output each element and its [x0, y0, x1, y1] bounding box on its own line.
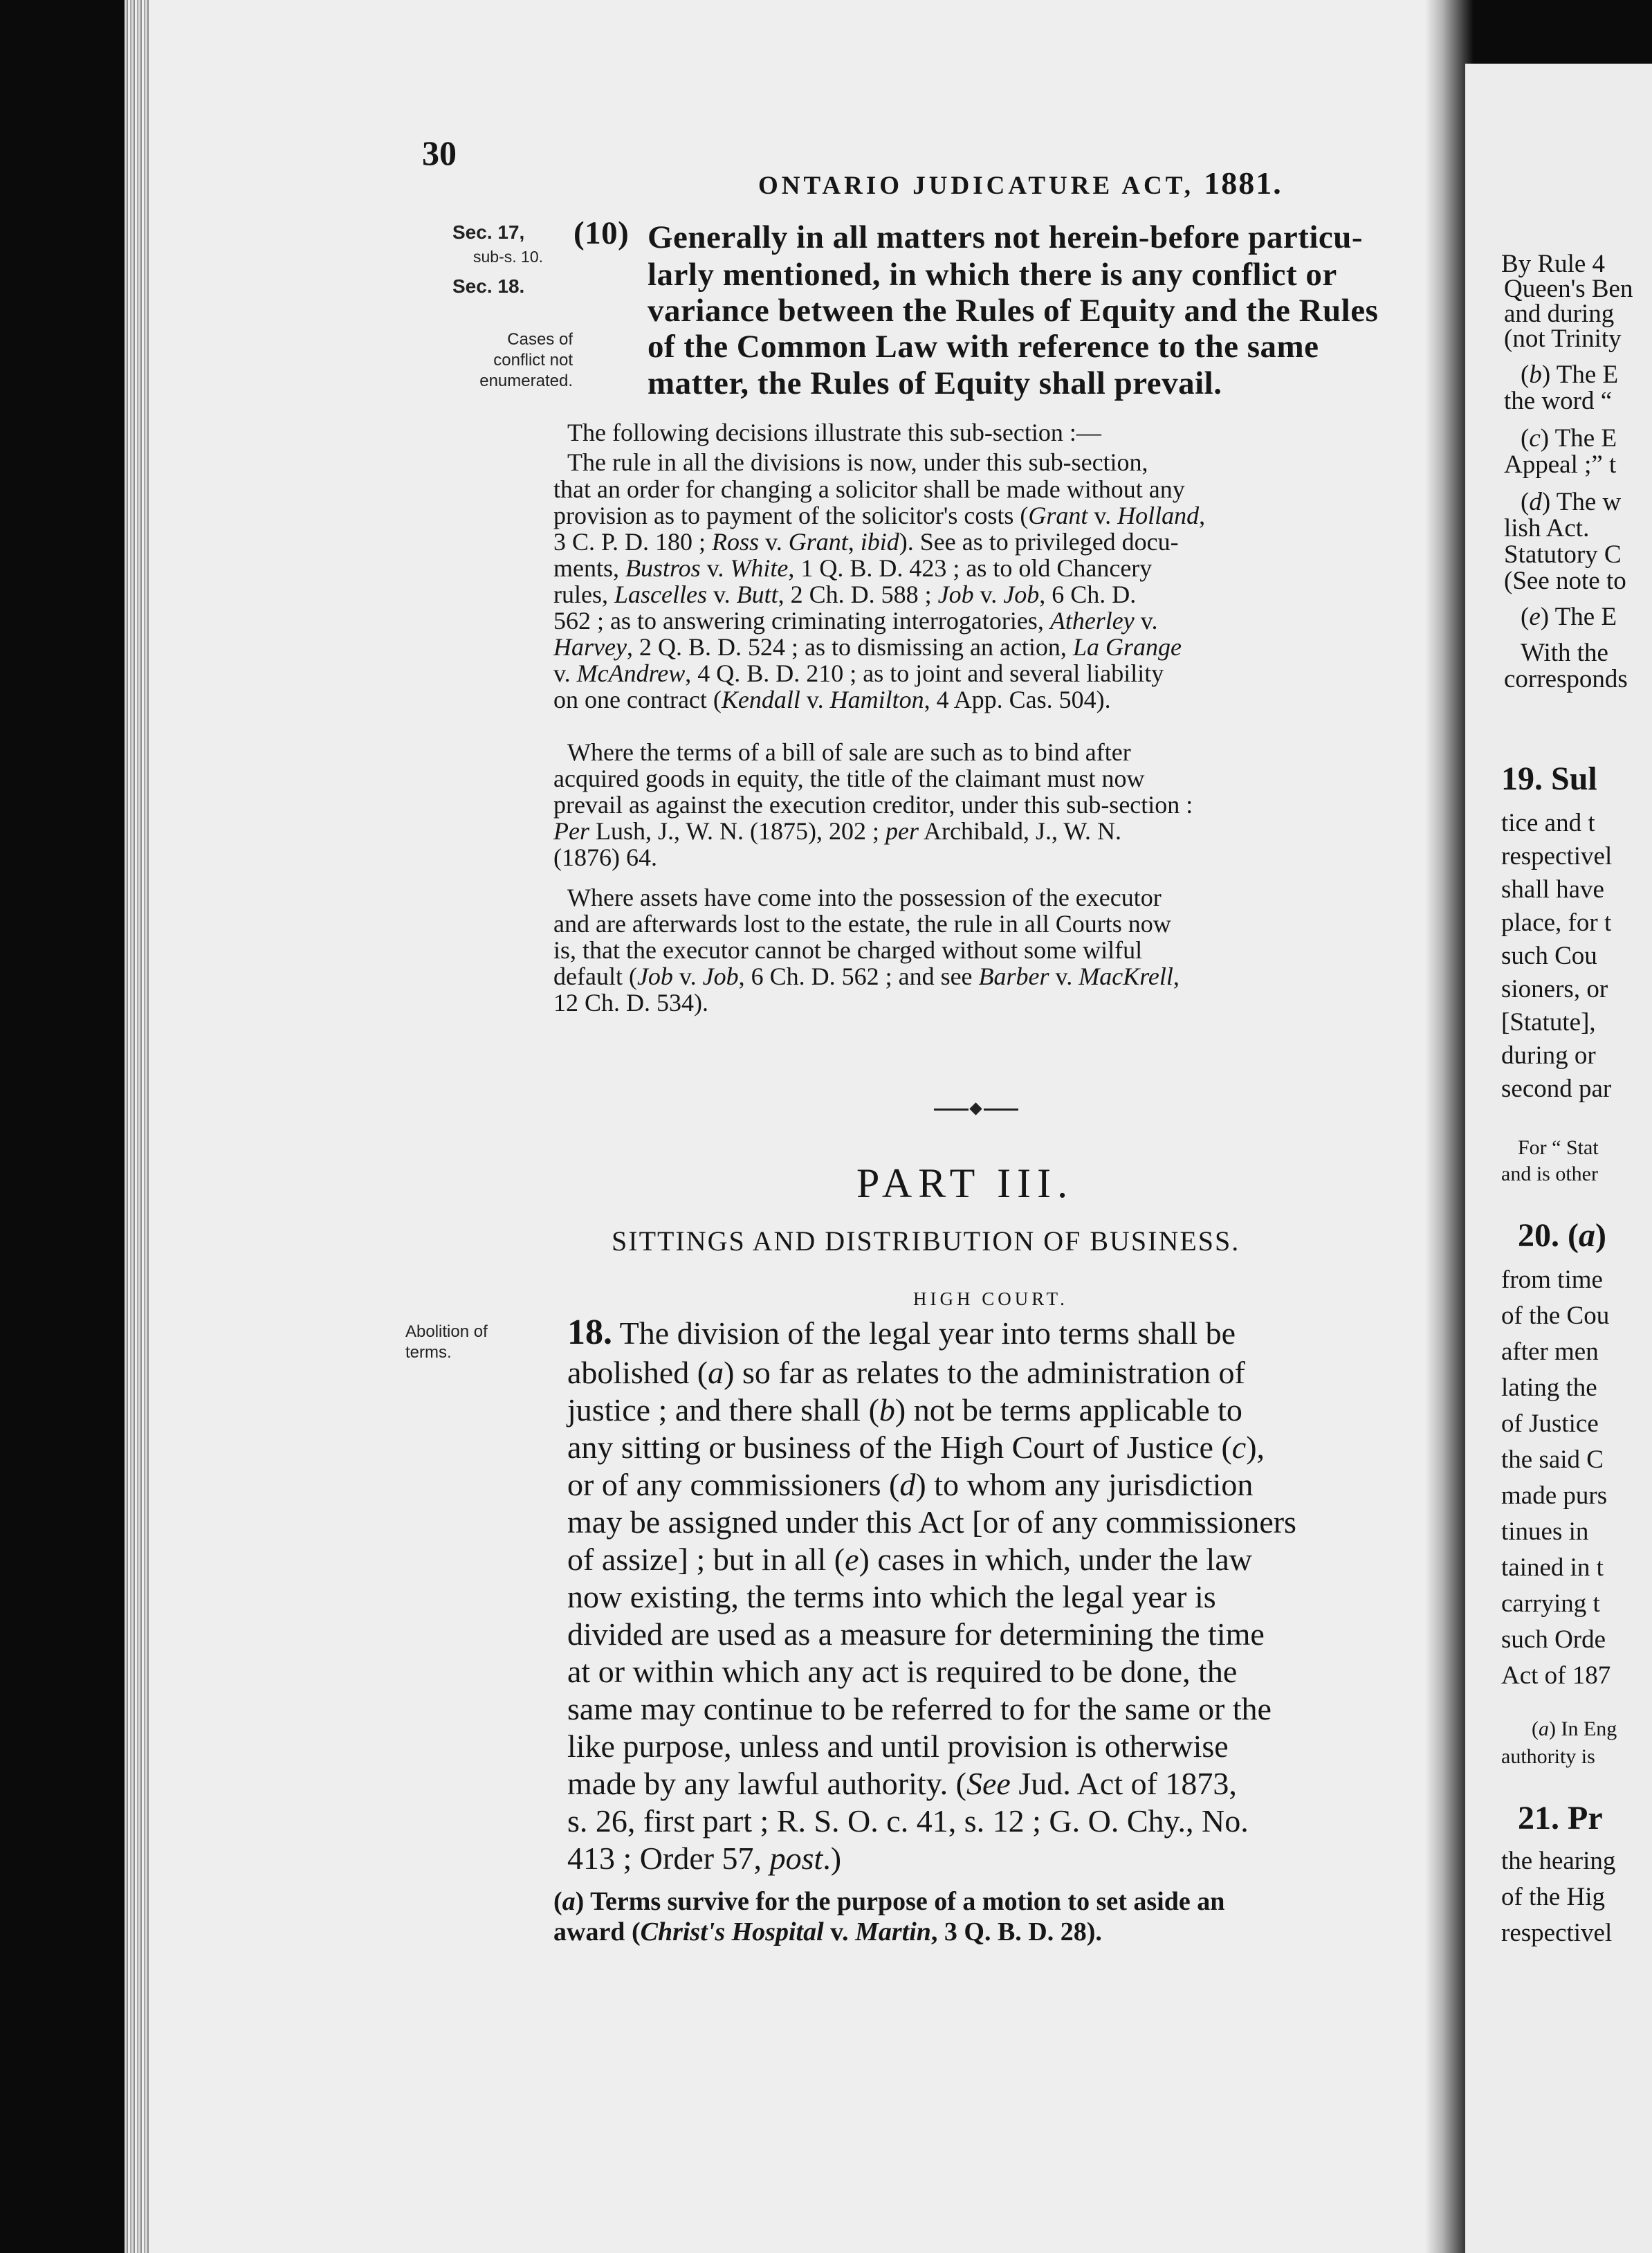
facing-line: from time: [1501, 1266, 1603, 1294]
facing-line: shall have: [1501, 875, 1604, 904]
note-line: acquired goods in equity, the title of the claimant must now: [553, 765, 1145, 792]
facing-line: Act of 187: [1501, 1661, 1611, 1690]
margin-note-abolition: [405, 1322, 488, 1363]
note-line: rules, Lascelles v. Butt, 2 Ch. D. 588 ; Job v. Job, 6 Ch. D.: [553, 581, 1137, 608]
note-line: that an order for changing a solicitor shall be made without any: [553, 475, 1185, 503]
facing-line: (d) The w: [1521, 488, 1622, 516]
book-page: [151, 0, 1441, 2253]
text-line: any sitting or business of the High Court of Justice (c),: [567, 1430, 1265, 1465]
part-title: PART III.: [856, 1160, 1074, 1206]
facing-line: carrying t: [1501, 1589, 1600, 1618]
margin-note-line: Cases of: [507, 330, 573, 349]
note-line: The rule in all the divisions is now, under this sub-section,: [567, 448, 1148, 476]
running-title: [758, 165, 1283, 201]
facing-line: after men: [1501, 1338, 1599, 1366]
note-line: prevail as against the execution creditor, under this sub-section :: [553, 791, 1193, 819]
facing-line: With the: [1521, 639, 1608, 667]
facing-section-21: 21. Pr: [1518, 1800, 1603, 1836]
facing-line: tinues in: [1501, 1517, 1589, 1546]
facing-line: respectivel: [1501, 1919, 1613, 1947]
facing-line: Queen's Ben: [1504, 275, 1633, 303]
facing-line: (See note to: [1504, 567, 1626, 595]
note-line: 12 Ch. D. 534).: [553, 989, 708, 1016]
text-line: [567, 1312, 1236, 1353]
note-line: Where the terms of a bill of sale are such as to bind after: [567, 738, 1131, 766]
text-line: now existing, the terms into which the legal year is: [567, 1579, 1216, 1614]
margin-note-line: Abolition of: [405, 1322, 488, 1341]
note-line: Where assets have come into the possession of the executor: [567, 884, 1162, 911]
text-line: s. 26, first part ; R. S. O. c. 41, s. 12 ; G. O. Chy., No.: [567, 1803, 1249, 1839]
facing-line: such Cou: [1501, 942, 1597, 970]
ornament-line-left: [934, 1109, 969, 1111]
margin-note-line: conflict not: [493, 351, 573, 370]
text-line: or of any commissioners (d) to whom any jurisdiction: [567, 1467, 1254, 1502]
facing-line: [Statute],: [1501, 1008, 1596, 1037]
text-line: may be assigned under this Act [or of any commissioners: [567, 1504, 1296, 1540]
facing-section-20: 20. (a): [1518, 1217, 1606, 1254]
margin-note-subs10: sub-s. 10.: [473, 248, 543, 266]
facing-line: respectivel: [1501, 842, 1613, 870]
section-number: 18.: [567, 1313, 612, 1352]
running-title-text: ONTARIO JUDICATURE ACT,: [758, 172, 1194, 200]
text-line: justice ; and there shall (b) not be terms applicable to: [567, 1392, 1242, 1427]
facing-line: the hearing: [1501, 1847, 1616, 1875]
note-line: The following decisions illustrate this sub-section :—: [567, 419, 1101, 446]
page-number: 30: [422, 134, 457, 172]
running-title-year: 1881.: [1204, 165, 1283, 201]
facing-line: of Justice: [1501, 1410, 1599, 1438]
facing-line: during or: [1501, 1041, 1596, 1070]
facing-line: corresponds: [1504, 665, 1628, 693]
facing-line: the word “: [1504, 387, 1613, 415]
facing-line: lating the: [1501, 1374, 1597, 1402]
facing-line: and is other: [1501, 1162, 1598, 1185]
note-line: on one contract (Kendall v. Hamilton, 4 App. Cas. 504).: [553, 686, 1111, 713]
text-line: same may continue to be referred to for the same or the: [567, 1691, 1272, 1726]
margin-note-cases: [455, 329, 573, 392]
facing-line: second par: [1501, 1075, 1612, 1103]
facing-line: By Rule 4: [1501, 250, 1606, 278]
text-line: variance between the Rules of Equity and the Rules: [648, 293, 1379, 329]
margin-note-line: enumerated.: [479, 372, 573, 390]
facing-line: lish Act.: [1504, 514, 1590, 542]
note-line: v. McAndrew, 4 Q. B. D. 210 ; as to joint and several liability: [553, 659, 1164, 687]
margin-note-sec18: Sec. 18.: [452, 275, 525, 297]
facing-line: (e) The E: [1521, 603, 1617, 631]
part-subtitle: SITTINGS AND DISTRIBUTION OF BUSINESS.: [612, 1225, 1240, 1257]
note-line: is, that the executor cannot be charged without some wilful: [553, 936, 1143, 964]
note-line: ments, Bustros v. White, 1 Q. B. D. 423 ; as to old Chancery: [553, 554, 1153, 582]
facing-line: For “ Stat: [1518, 1136, 1599, 1159]
note-line: provision as to payment of the solicitor's costs (Grant v. Holland,: [553, 502, 1206, 529]
ornament-diamond: [969, 1102, 982, 1115]
facing-line: such Orde: [1501, 1625, 1606, 1654]
section-first-line: The division of the legal year into terms shall be: [619, 1315, 1236, 1351]
note-line: (1876) 64.: [553, 843, 657, 871]
text-line: of the Common Law with reference to the same: [648, 329, 1319, 365]
text-line: matter, the Rules of Equity shall prevail.: [648, 365, 1222, 401]
note-line: and are afterwards lost to the estate, the rule in all Courts now: [553, 910, 1171, 938]
facing-section-19: 19. Sul: [1501, 760, 1597, 797]
note-line: 3 C. P. D. 180 ; Ross v. Grant, ibid). See as to privileged docu-: [553, 528, 1179, 556]
footnote-line: award (Christ's Hospital v. Martin, 3 Q. B. D. 28).: [553, 1917, 1102, 1946]
text-line: larly mentioned, in which there is any conflict or: [648, 257, 1337, 293]
subsection-number: (10): [573, 215, 630, 251]
text-line: like purpose, unless and until provision is otherwise: [567, 1728, 1229, 1764]
court-heading: HIGH COURT.: [913, 1288, 1068, 1309]
text-line: 413 ; Order 57, post.): [567, 1841, 842, 1876]
ornament-line-right: [984, 1109, 1018, 1111]
facing-line: (not Trinity: [1504, 325, 1622, 353]
facing-line: tice and t: [1501, 809, 1595, 837]
facing-line: the said C: [1501, 1445, 1604, 1474]
facing-line: Appeal ;” t: [1504, 450, 1617, 479]
facing-line: tained in t: [1501, 1553, 1604, 1582]
facing-line: of the Hig: [1501, 1883, 1606, 1911]
text-line: Generally in all matters not herein-before particu-: [648, 219, 1364, 255]
note-line: default (Job v. Job, 6 Ch. D. 562 ; and see Barber v. MacKrell,: [553, 963, 1180, 990]
note-line: Per Lush, J., W. N. (1875), 202 ; per Archibald, J., W. N.: [553, 817, 1121, 845]
text-line: abolished (a) so far as relates to the administration of: [567, 1355, 1245, 1390]
facing-page: [1465, 64, 1652, 2253]
note-line: Harvey, 2 Q. B. D. 524 ; as to dismissing an action, La Grange: [553, 633, 1182, 661]
facing-line: (a) In Eng: [1532, 1717, 1617, 1740]
text-line: at or within which any act is required to be done, the: [567, 1654, 1238, 1689]
text-line: of assize] ; but in all (e) cases in which, under the law: [567, 1542, 1252, 1577]
facing-line: place, for t: [1501, 909, 1612, 937]
facing-line: Statutory C: [1504, 540, 1622, 569]
facing-line: sioners, or: [1501, 975, 1608, 1003]
text-line: made by any lawful authority. (See Jud. Act of 1873,: [567, 1766, 1237, 1801]
facing-line: (c) The E: [1521, 424, 1617, 453]
facing-line: made purs: [1501, 1481, 1608, 1510]
facing-line: and during: [1504, 300, 1615, 328]
book-page-edges: [125, 0, 152, 2253]
margin-note-line: terms.: [405, 1343, 452, 1362]
text-line: divided are used as a measure for determining the time: [567, 1616, 1265, 1652]
margin-note-sec17: Sec. 17,: [452, 221, 525, 243]
facing-line: authority is: [1501, 1745, 1595, 1768]
footnote-line: (a) Terms survive for the purpose of a motion to set aside an: [553, 1887, 1225, 1916]
note-line: 562 ; as to answering criminating interrogatories, Atherley v.: [553, 607, 1158, 635]
facing-line: of the Cou: [1501, 1302, 1610, 1330]
facing-line: (b) The E: [1521, 361, 1619, 389]
